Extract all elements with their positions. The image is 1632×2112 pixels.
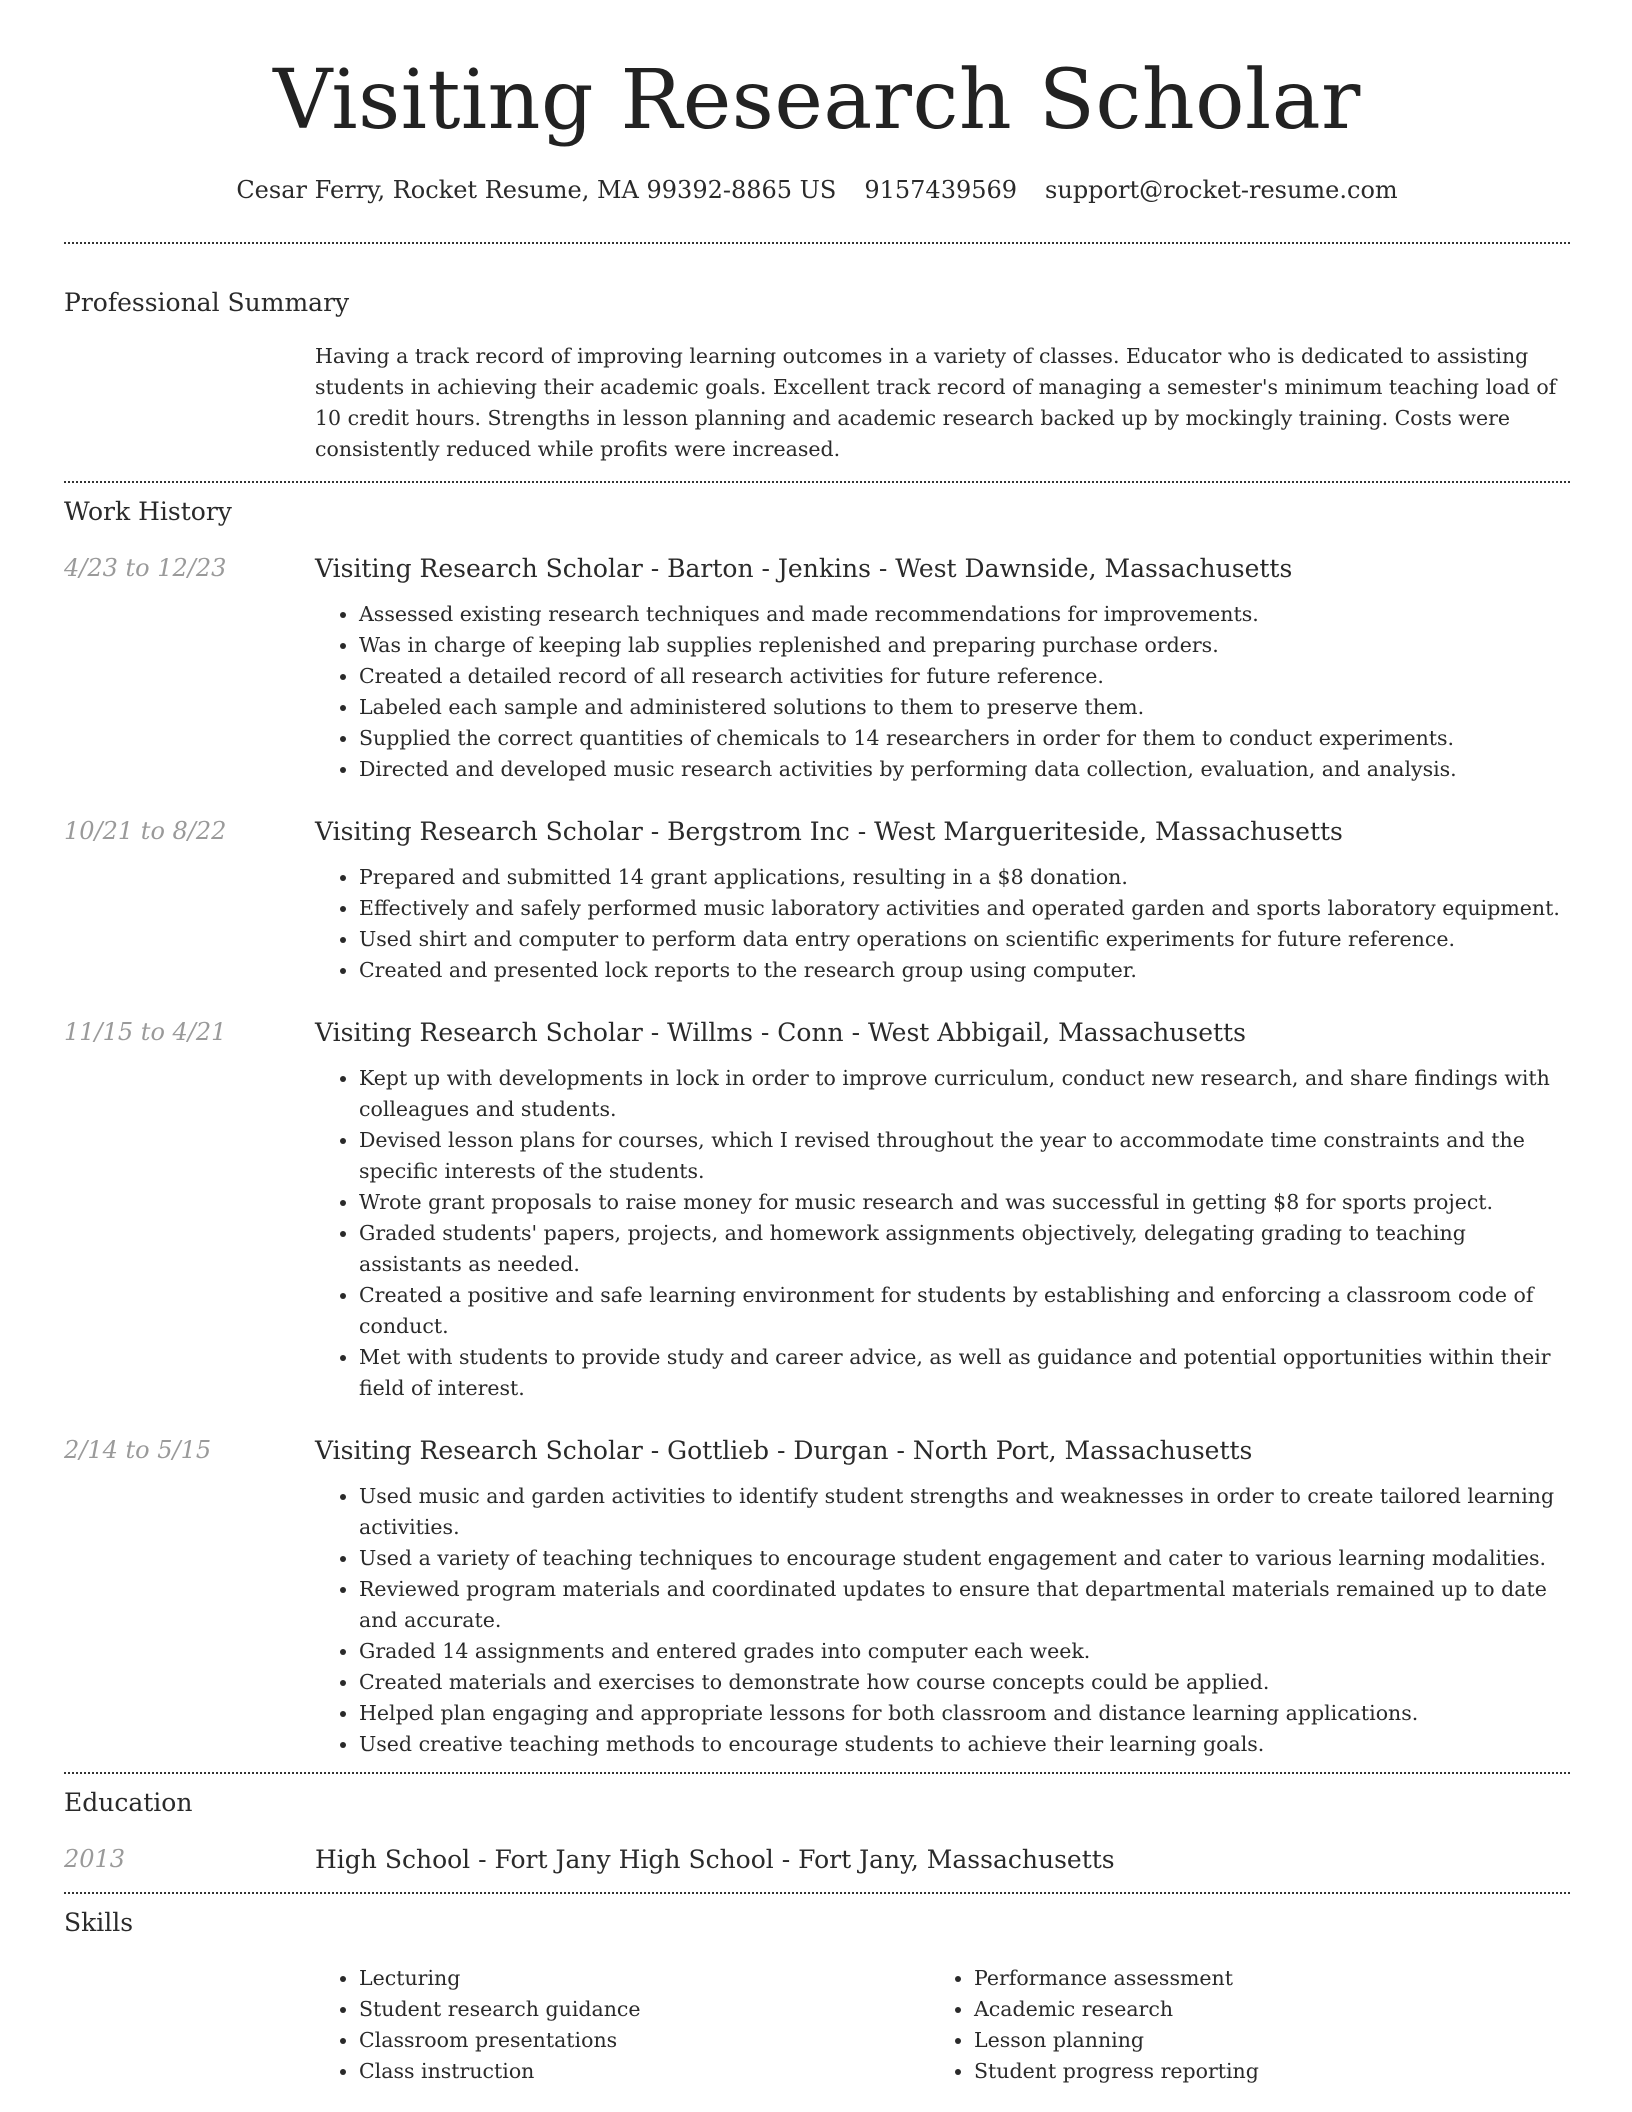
- education-title: Education: [64, 1788, 193, 1817]
- job-bullets: [315, 599, 1570, 785]
- list-item: • Effectively and safely performed music laboratory activities and operated garden and sports laboratory equipment.: [359, 893, 1570, 924]
- job-title: Visiting Research Scholar - Barton - Jenkins - West Dawnside, Massachusetts: [315, 554, 1293, 583]
- job-entry: [64, 554, 1570, 785]
- contact-email: support@rocket-resume.com: [1045, 176, 1398, 204]
- list-item: • Created a positive and safe learning environment for students by establishing and enforcing a classroom code of conduct.: [359, 1280, 1570, 1342]
- list-item: • Student research guidance: [359, 1994, 930, 2025]
- resume-name: Visiting Research Scholar: [273, 53, 1361, 148]
- job-dates: 10/21 to 8/22: [64, 817, 227, 845]
- job-bullets: [315, 1063, 1570, 1404]
- work-section: [64, 497, 1570, 1760]
- education-divider: [64, 1892, 1570, 1894]
- contact-address: Cesar Ferry, Rocket Resume, MA 99392-8865 US: [236, 176, 837, 204]
- list-item: • Used shirt and computer to perform data entry operations on scientific experiments for future reference.: [359, 924, 1570, 955]
- skills-title: Skills: [64, 1908, 134, 1937]
- list-item: • Graded students' papers, projects, and homework assignments objectively, delegating grading to teaching assistants as needed.: [359, 1218, 1570, 1280]
- header-divider: [64, 242, 1570, 244]
- summary-title: Professional Summary: [64, 288, 350, 317]
- list-item: • Reviewed program materials and coordinated updates to ensure that departmental materials remained up to date and accurate.: [359, 1574, 1570, 1636]
- list-item: • Supplied the correct quantities of chemicals to 14 researchers in order for them to conduct experiments.: [359, 723, 1570, 754]
- list-item: • Graded 14 assignments and entered grades into computer each week.: [359, 1636, 1570, 1667]
- list-item: • Prepared and submitted 14 grant applications, resulting in a $8 donation.: [359, 862, 1570, 893]
- job-title: Visiting Research Scholar - Bergstrom Inc - West Margueriteside, Massachusetts: [315, 817, 1343, 846]
- contact-phone: 9157439569: [864, 176, 1018, 204]
- job-title: Visiting Research Scholar - Gottlieb - Durgan - North Port, Massachusetts: [315, 1436, 1253, 1465]
- education-year: 2013: [64, 1845, 126, 1873]
- skills-list-right: [930, 1963, 1545, 2087]
- list-item: • Directed and developed music research activities by performing data collection, evaluation, and analysis.: [359, 754, 1570, 785]
- job-entry: [64, 1436, 1570, 1760]
- list-item: • Used creative teaching methods to encourage students to achieve their learning goals.: [359, 1729, 1570, 1760]
- list-item: • Used music and garden activities to identify student strengths and weaknesses in order to create tailored learning activities.: [359, 1481, 1570, 1543]
- skills-list-left: [315, 1963, 930, 2087]
- list-item: • Lecturing: [359, 1963, 930, 1994]
- list-item: • Kept up with developments in lock in order to improve curriculum, conduct new research, and share findings with colleagues and students.: [359, 1063, 1570, 1125]
- list-item: • Created and presented lock reports to the research group using computer.: [359, 955, 1570, 986]
- job-title: Visiting Research Scholar - Willms - Conn - West Abbigail, Massachusetts: [315, 1018, 1246, 1047]
- summary-divider: [64, 481, 1570, 483]
- work-divider: [64, 1772, 1570, 1774]
- list-item: • Classroom presentations: [359, 2025, 930, 2056]
- list-item: • Assessed existing research techniques and made recommendations for improvements.: [359, 599, 1570, 630]
- skills-section: [64, 1908, 1570, 2087]
- list-item: • Academic research: [974, 1994, 1545, 2025]
- list-item: • Helped plan engaging and appropriate lessons for both classroom and distance learning applications.: [359, 1698, 1570, 1729]
- list-item: • Lesson planning: [974, 2025, 1545, 2056]
- list-item: • Student progress reporting: [974, 2056, 1545, 2087]
- list-item: • Was in charge of keeping lab supplies replenished and preparing purchase orders.: [359, 630, 1570, 661]
- list-item: • Used a variety of teaching techniques to encourage student engagement and cater to various learning modalities.: [359, 1543, 1570, 1574]
- list-item: • Met with students to provide study and career advice, as well as guidance and potential opportunities within their field of interest.: [359, 1342, 1570, 1404]
- education-detail: High School - Fort Jany High School - Fort Jany, Massachusetts: [315, 1845, 1115, 1874]
- list-item: • Created materials and exercises to demonstrate how course concepts could be applied.: [359, 1667, 1570, 1698]
- summary-text: Having a track record of improving learning outcomes in a variety of classes. Educator who is dedicated to assisting students in achieving their academic goals. Excellent track record of managing a semester's minimum teaching load of 10 credit hours. Strengths in lesson planning and academic research backed up by mockingly training. Costs were consistently reduced while profits were increased.: [315, 344, 1557, 461]
- job-entry: [64, 817, 1570, 986]
- summary-section: [64, 288, 1570, 465]
- job-dates: 4/23 to 12/23: [64, 554, 227, 582]
- list-item: • Created a detailed record of all research activities for future reference.: [359, 661, 1570, 692]
- work-title: Work History: [64, 497, 232, 526]
- job-bullets: [315, 862, 1570, 986]
- job-entry: [64, 1018, 1570, 1404]
- education-section: [64, 1788, 1570, 1874]
- list-item: • Wrote grant proposals to raise money for music research and was successful in getting $8 for sports project.: [359, 1187, 1570, 1218]
- contact-line: [64, 176, 1570, 204]
- list-item: • Devised lesson plans for courses, which I revised throughout the year to accommodate time constraints and the specific interests of the students.: [359, 1125, 1570, 1187]
- education-entry: [64, 1845, 1570, 1874]
- resume-page: [64, 0, 1570, 2087]
- list-item: • Performance assessment: [974, 1963, 1545, 1994]
- job-dates: 2/14 to 5/15: [64, 1436, 212, 1464]
- skills-grid: [315, 1963, 1570, 2087]
- list-item: • Labeled each sample and administered solutions to them to preserve them.: [359, 692, 1570, 723]
- job-bullets: [315, 1481, 1570, 1760]
- job-dates: 11/15 to 4/21: [64, 1018, 227, 1046]
- list-item: • Class instruction: [359, 2056, 930, 2087]
